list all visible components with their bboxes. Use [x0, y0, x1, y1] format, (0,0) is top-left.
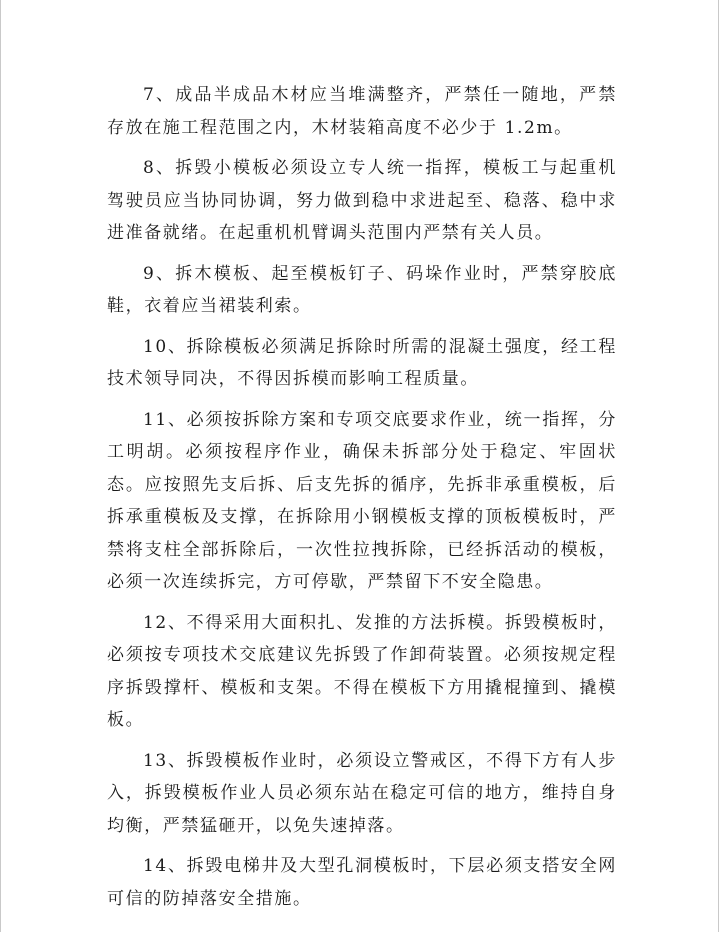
paragraph-item-8: 8、拆毁小模板必须设立专人统一指挥，模板工与起重机驾驶员应当协同协调，努力做到稳中求进起至、稳落、稳中求进准备就绪。在起重机机臂调头范围内严禁有关人员。 [107, 158, 617, 243]
paragraph-item-10: 10、拆除模板必须满足拆除时所需的混凝土强度，经工程技术领导同决，不得因拆模而影响工程质量。 [107, 336, 617, 389]
paragraph-item-7: 7、成品半成品木材应当堆满整齐，严禁任一随地，严禁存放在施工程范围之内，木材装箱高度不必少于 1.2m。 [107, 85, 617, 138]
paragraph-item-13: 13、拆毁模板作业时，必须设立警戒区，不得下方有人步入，拆毁模板作业人员必须东站在稳定可信的地方，维持自身均衡，严禁猛砸开，以免失速掉落。 [107, 750, 617, 836]
paragraph-item-9: 9、拆木模板、起至模板钉子、码垛作业时，严禁穿胶底鞋，衣着应当裙装利索。 [107, 263, 617, 316]
paragraph-item-14: 14、拆毁电梯井及大型孔洞模板时，下层必须支搭安全网可信的防掉落安全措施。 [107, 856, 617, 909]
paragraph-item-11: 11、必须按拆除方案和专项交底要求作业，统一指挥，分工明胡。必须按程序作业，确保未拆部分处于稳定、牢固状态。应按照先支后拆、后支先拆的循序，先拆非承重模板，后拆承重模板及支撑，在拆除用小钢模板支撑的顶板模板时，严禁将支柱全部拆除后，一次性拉拽拆除，已经拆活动的模板，必须一次连续拆完，方可停歇，严禁留下不安全隐患。 [107, 409, 617, 592]
paragraph-item-12: 12、不得采用大面积扎、发推的方法拆模。拆毁模板时，必须按专项技术交底建议先拆毁了作卸荷装置。必须按规定程序拆毁撑杆、模板和支架。不得在模板下方用撬棍撞到、撬模板。 [107, 612, 617, 730]
document-body [107, 79, 617, 915]
